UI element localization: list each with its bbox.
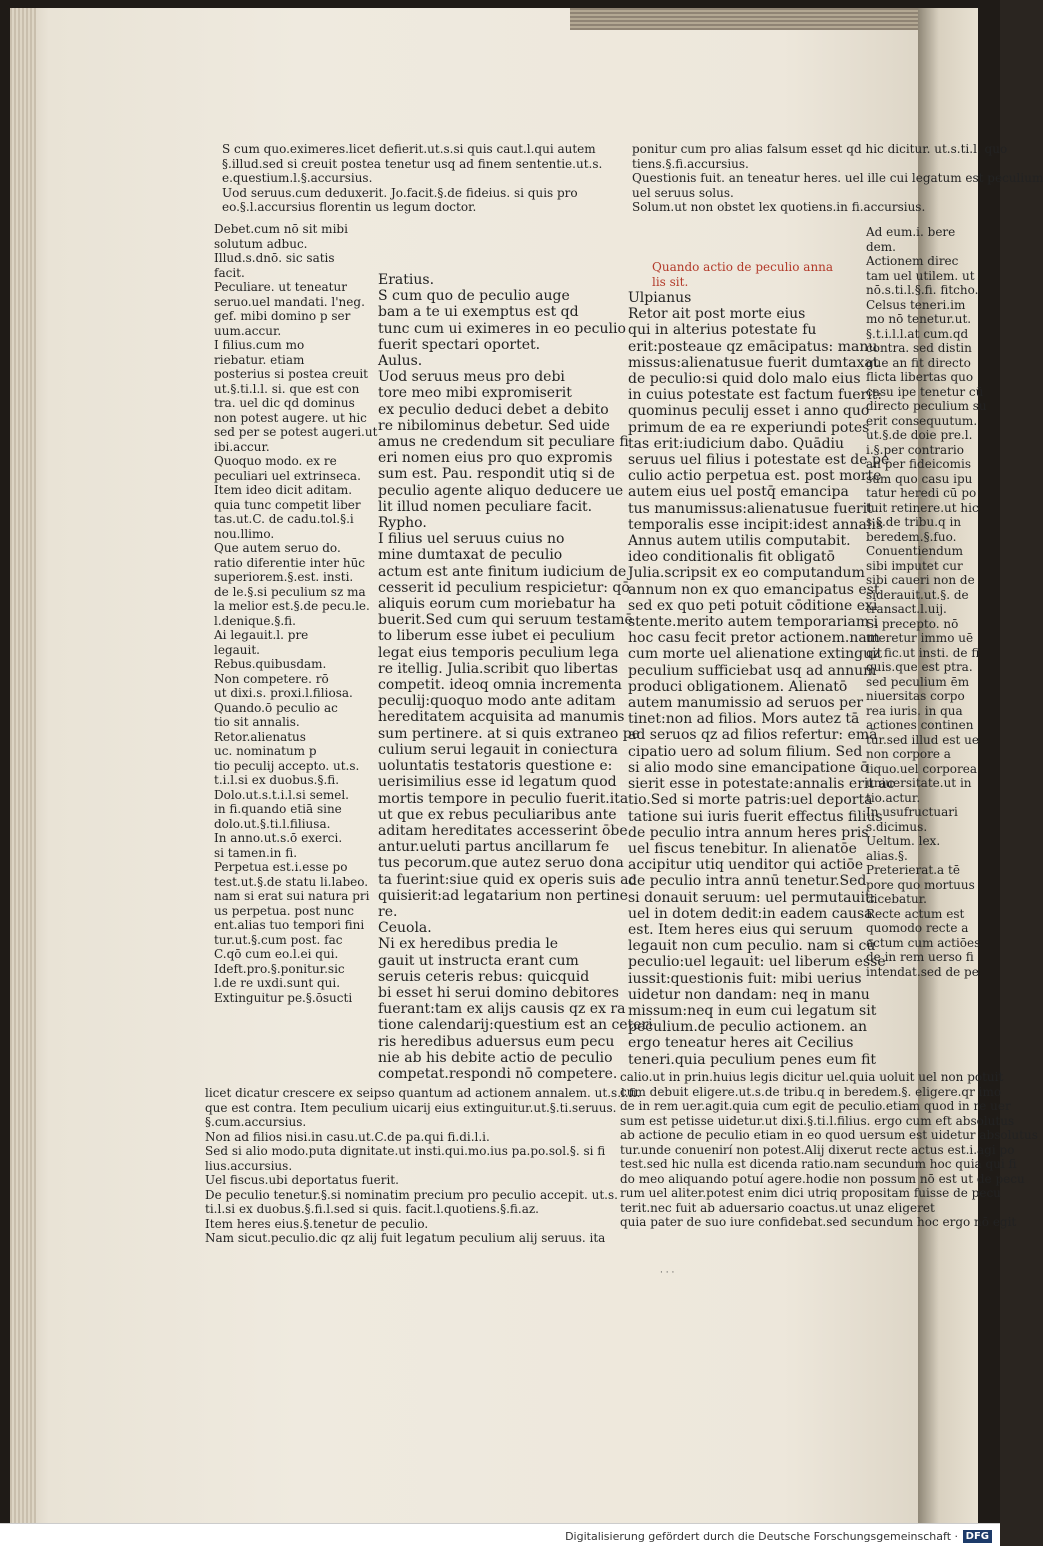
center-main-line: peculio agente aliquo deducere ue <box>378 482 624 499</box>
header-top-line: eo.§.l.accursius florentin us legum doctor. <box>222 200 477 214</box>
dfg-logo: DFG <box>963 1530 992 1543</box>
right-main-line: ad seruos qz ad filios refertur: emā <box>628 727 878 744</box>
far-right-gloss-line: intendat.sed de pe <box>866 964 979 979</box>
right-main-line: tatione sui iuris fuerit effectus filius <box>628 808 883 825</box>
far-right-gloss-line: directo peculium su <box>866 399 987 413</box>
far-right-gloss-line: quomodo recte a <box>866 921 969 935</box>
far-right-gloss-line: Ad eum.i. bere <box>866 225 956 239</box>
far-right-gloss-line: contra. sed distin <box>866 341 972 355</box>
center-main-line: aditam hereditates accesserint ōbe <box>378 822 628 839</box>
center-main-line: Ceuola. <box>378 920 432 937</box>
center-main-line: aliquis eorum cum moriebatur ha <box>378 596 616 613</box>
left-gloss-line: test.ut.§.de statu li.labeo. <box>214 874 369 889</box>
top-right-line: tiens.§.fi.accursius. <box>632 156 749 171</box>
far-right-gloss-line: mo nō tenetur.ut. <box>866 312 972 326</box>
left-gloss-line: solutum adbuc. <box>214 236 308 251</box>
far-right-gloss-line: quis.que est ptra. <box>866 660 973 674</box>
center-main-line: mine dumtaxat de peculio <box>378 547 563 564</box>
left-gloss-line: us perpetua. post nunc <box>214 903 354 918</box>
header-gloss <box>222 142 612 215</box>
right-main-line: produci obligationem. Alienatō <box>628 678 848 695</box>
center-main-line: ex peculio deduci debet a debito <box>378 401 609 418</box>
far-right-gloss-line: erit consequutum. <box>866 413 978 428</box>
far-right-gloss-line: Conuentiendum <box>866 544 963 558</box>
left-gloss-line: t.i.l.si ex duobus.§.fi. <box>214 773 340 787</box>
bottom-left-line: ti.l.si ex duobus.§.fi.l.sed si quis. facit.l.quotiens.§.fi.az. <box>205 1202 539 1216</box>
far-right-gloss-line: sum quo casu ipu <box>866 471 973 486</box>
center-main-line: ut que ex rebus peculiaribus ante <box>378 806 617 823</box>
left-gloss-line: Item ideo dicit aditam. <box>214 483 353 497</box>
top-right-line: Solum.ut non obstet lex quotiens.in fi.accursius. <box>632 200 926 214</box>
left-gloss-line: posterius si postea creuit <box>214 367 368 381</box>
center-main-line: legat eius temporis peculium lega <box>378 644 619 661</box>
footer-bar <box>0 1523 1000 1546</box>
far-right-gloss-line: tio.actur. <box>866 790 921 805</box>
bottom-left-line: Non ad filios nisi.in casu.ut.C.de pa.qui fi.di.l.i. <box>205 1129 490 1144</box>
bottom-left-line: Uel fiscus.ubi deportatus fuerit. <box>205 1173 399 1187</box>
bottom-right-line: calio.ut in prin.huius legis dicitur uel.quia uoluit uel non potuit <box>620 1070 1004 1084</box>
right-main-line: uel in dotem dedit:in eadem causa <box>628 905 873 922</box>
left-gloss-line: tur.ut.§.cum post. fac <box>214 932 343 947</box>
right-main-line: sierit esse in potestate:annalis erit ac <box>628 776 895 793</box>
far-right-gloss-line: tuit retinere.ut hic <box>866 500 979 515</box>
header-top-line: e.questium.l.§.accursius. <box>222 171 373 185</box>
far-right-gloss-line: i.§.per contrario <box>866 442 964 457</box>
center-main-line: bi esset hi serui domino debitores <box>378 984 619 1001</box>
far-right-gloss-line: beredem.§.fuo. <box>866 529 957 544</box>
left-gloss-line: facit. <box>214 265 245 280</box>
center-main-line: tore meo mibi expromiserit <box>378 385 572 402</box>
far-right-gloss-line: Preterierat.a tē <box>866 863 960 877</box>
right-main-line: Ulpianus <box>628 290 692 306</box>
left-gloss-line: l.denique.§.fi. <box>214 613 296 628</box>
right-main-line: legauit non cum peculio. nam si cū <box>628 938 876 955</box>
far-right-gloss-line: Celsus teneri.im <box>866 297 966 312</box>
left-gloss-line: ibi.accur. <box>214 439 270 454</box>
right-main-line: missum:neq in eum cui legatum sit <box>628 1002 877 1019</box>
far-right-gloss-line: pore quo mortuus <box>866 877 975 892</box>
left-gloss-line: gef. mibi domino p ser <box>214 309 351 323</box>
left-gloss-line: C.qō cum eo.l.ei qui. <box>214 947 339 961</box>
right-main-line: culio actio perpetua est. post morte <box>628 468 882 485</box>
far-right-gloss-line: uniuersitate.ut in <box>866 776 972 790</box>
far-right-gloss-line: ut.§.de doie pre.l. <box>866 428 973 442</box>
center-main-line: re. <box>378 903 398 920</box>
left-gloss-line: Que autem seruo do. <box>214 541 341 555</box>
left-gloss-line: riebatur. etiam <box>214 352 305 367</box>
center-main-line: seruis ceteris rebus: quicquid <box>378 968 590 985</box>
right-main-line: accipitur utiq uenditor qui actiōe <box>628 857 864 874</box>
far-right-gloss-line: sibi caueri non de <box>866 573 975 587</box>
center-main-line: sum pertinere. at si quis extraneo pe <box>378 725 641 742</box>
left-gloss-line: Quando.ō peculio ac <box>214 700 338 715</box>
far-right-gloss-line: dem. <box>866 239 896 254</box>
far-right-gloss-line: alias.§. <box>866 848 908 863</box>
left-gloss-line: Quoquo modo. ex re <box>214 454 337 468</box>
bottom-left-line: §.cum.accursius. <box>205 1115 307 1129</box>
center-main-line: ris heredibus aduersus eum pecu <box>378 1033 615 1050</box>
left-gloss-line: non potest augere. ut hic <box>214 410 367 425</box>
right-main-line: stente.merito autem temporariam i <box>628 614 879 631</box>
right-main-line: peculium.de peculio actionem. an <box>628 1019 867 1036</box>
center-main-line: actum est ante finitum iudicium de <box>378 563 627 580</box>
left-gloss-line: I filius.cum mo <box>214 338 305 352</box>
left-gloss-line: In anno.ut.s.ō exerci. <box>214 831 343 845</box>
left-gloss-line: l.de re uxdi.sunt qui. <box>214 976 341 990</box>
left-gloss-line: uc. nominatum p <box>214 744 317 758</box>
far-right-gloss-line: nō.s.ti.l.§.fi. fitcho. <box>866 283 979 297</box>
left-gloss-line: Retor.alienatus <box>214 729 306 744</box>
left-gloss-line: la melior est.§.de pecu.le. <box>214 599 370 613</box>
right-main-line: ideo conditionalis fit obligatō <box>628 549 835 566</box>
center-main-line: tunc cum ui eximeres in eo peculio <box>378 320 626 337</box>
center-main-line: lit illud nomen peculiare facit. <box>378 498 593 515</box>
right-main-line: de peculio:si quid dolo malo eius <box>628 371 861 388</box>
center-main-line: I filius uel seruus cuius no <box>378 531 565 548</box>
right-main-line: cipatio uero ad solum filium. Sed <box>628 743 863 760</box>
right-main-line: annum non ex quo emancipatus est <box>628 581 880 598</box>
rubric-heading-line: lis sit. <box>652 274 689 289</box>
right-main-line: tinet:non ad filios. Mors autez tā <box>628 711 860 728</box>
center-main-line: re itellig. Julia.scribit quo libertas <box>378 660 619 677</box>
center-main-line: mortis tempore in peculio fuerit.ita <box>378 790 629 807</box>
left-gloss-line: sed per se potest augeri.ut <box>214 425 378 439</box>
far-right-gloss-line: liquo.uel corporea <box>866 761 977 776</box>
right-main-line: autem manumissio ad seruos per <box>628 695 864 712</box>
far-right-gloss-line: s.§.de tribu.q in <box>866 515 962 529</box>
right-main-line: si alio modo sine emancipatione ō <box>628 759 869 776</box>
far-right-gloss-line: s.dicimus. <box>866 819 928 834</box>
left-gloss-line: Perpetua est.i.esse po <box>214 860 348 874</box>
center-main-line: to liberum esse iubet ei peculium <box>378 628 615 645</box>
center-main-line: sum est. Pau. respondit utiq si de <box>378 466 615 483</box>
center-main-line: S cum quo de peculio auge <box>378 288 570 305</box>
bottom-right-line: ab actione de peculio etiam in eo quod uersum est uidetur absolutus <box>620 1128 1038 1142</box>
left-gloss-line: nou.llimo. <box>214 526 275 541</box>
far-right-gloss-line: gue an fit directo <box>866 355 971 370</box>
center-main-line: peculij:quoquo modo ante aditam <box>378 693 616 710</box>
right-main-line: temporalis esse incipit:idest annalis <box>628 516 884 533</box>
page-top-edge <box>570 8 978 30</box>
far-right-gloss-line: Ueltum. lex. <box>866 834 941 848</box>
far-right-gloss-line: transact.l.uij. <box>866 602 947 616</box>
left-gloss-line: legauit. <box>214 642 260 657</box>
header-top-line: Uod seruus.cum deduxerit. Jo.facit.§.de fideius. si quis pro <box>222 185 578 200</box>
rubric-heading-line: Quando actio de peculio anna <box>652 260 834 274</box>
left-gloss-line: Illud.s.dnō. sic satis <box>214 251 335 265</box>
right-main-line: de peculio intra annū tenetur.Sed <box>628 873 867 890</box>
right-main-line: sed ex quo peti potuit cōditione exi <box>628 597 878 614</box>
far-right-gloss-line: §.t.i.l.l.at cum.qd <box>866 326 969 341</box>
left-gloss-line: in fi.quando etiā sine <box>214 802 342 816</box>
bottom-left-line: Item heres eius.§.tenetur de peculio. <box>205 1216 429 1231</box>
left-gloss-line: nam si erat sui natura pri <box>214 889 370 903</box>
left-gloss-line: dolo.ut.§.ti.l.filiusa. <box>214 816 331 831</box>
right-margin-gloss <box>866 225 987 979</box>
right-main-line: quominus peculij esset i anno quo <box>628 403 870 420</box>
center-main-line: gauit ut instructa erant cum <box>378 952 579 969</box>
bottom-left-gloss <box>205 1086 641 1246</box>
left-gloss-line: ent.alias tuo tempori fini <box>214 918 365 932</box>
right-main-line: erit:posteaue qz emācipatus: manu <box>628 338 878 355</box>
right-main-line: peculio:uel legauit: uel liberum esse <box>628 954 886 971</box>
center-main-line: Rypho. <box>378 515 427 532</box>
left-gloss-line: tas.ut.C. de cadu.tol.§.i <box>214 512 354 526</box>
header-top-line: S cum quo.eximeres.licet defierit.ut.s.si quis caut.l.qui autem <box>222 142 596 156</box>
page-left-edge <box>10 8 36 1524</box>
center-main-text <box>378 272 653 1082</box>
far-right-gloss-line: uteretur immo uē <box>866 631 974 645</box>
bottom-left-line: Sed si alio modo.puta dignitate.ut insti.qui.mo.ius pa.po.sol.§. si fi <box>205 1144 606 1158</box>
far-right-gloss-line: flicta libertas quo <box>866 370 974 384</box>
far-right-gloss-line: sibi imputet cur <box>866 558 963 573</box>
right-main-line: cum morte uel alienatione extinguit <box>628 646 883 663</box>
top-right-line: uel seruus solus. <box>632 185 734 200</box>
right-main-line: peculium sufficiebat usq ad annum <box>628 662 877 679</box>
left-gloss-line: Dolo.ut.s.t.i.l.si semel. <box>214 787 349 802</box>
far-right-gloss-line: actiones continen <box>866 718 974 732</box>
center-main-line: competit. ideoq omnia incrementa <box>378 677 622 694</box>
far-right-gloss-line: actum cum actiōes <box>866 935 981 950</box>
center-main-line: competat.respondi nō competere. <box>378 1065 618 1082</box>
bottom-right-line: cum debuit eligere.ut.s.de tribu.q in beredem.§. eligere.qr imo <box>620 1084 1002 1099</box>
far-right-gloss-line: tatur heredi cū po <box>866 486 977 500</box>
far-right-gloss-line: de in rem uerso fi <box>866 950 974 964</box>
right-main-line: Julia.scripsit ex eo computandum <box>628 565 865 582</box>
center-main-line: amus ne credendum sit peculiare fi <box>378 434 629 451</box>
right-main-line: de peculio intra annum heres pris <box>628 824 869 841</box>
center-main-line: re nibilominus debetur. Sed uide <box>378 417 610 434</box>
bottom-right-line: sum est petisse uidetur.ut dixi.§.ti.l.filius. ergo cum eft absolutus <box>620 1113 1015 1128</box>
far-right-gloss-line: siderauit.ut.§. de <box>866 587 969 602</box>
center-main-line: fuerant:tam ex alijs causis qz ex ra <box>378 1001 626 1018</box>
left-gloss-line: Ideft.pro.§.ponitur.sic <box>214 961 345 976</box>
top-right-line: ponitur cum pro alias falsum esset qd hic dicitur. ut.s.ti.l. quo <box>632 142 1008 156</box>
far-right-gloss-line: casu ipe tenetur cū <box>866 384 984 399</box>
center-main-line: Eratius. <box>378 272 435 288</box>
center-main-line: culium serui legauit in coniectura <box>378 741 618 758</box>
left-gloss-line: tio sit annalis. <box>214 715 300 729</box>
right-main-line: primum de ea re experiundi potes <box>628 419 870 436</box>
center-main-line: antur.ueluti partus ancillarum fe <box>378 839 610 856</box>
center-main-line: bam a te ui exemptus est qd <box>378 304 579 321</box>
center-main-line: ta fuerint:siue quid ex operis suis ac <box>378 871 637 888</box>
center-main-line: uerisimilius esse id legatum quod <box>378 774 617 791</box>
bottom-left-line: que est contra. Item peculium uicarij eius extinguitur.ut.§.ti.seruus. <box>205 1100 617 1115</box>
right-main-line: ergo teneatur heres ait Cecilius <box>628 1035 854 1052</box>
folio-mark: · · · <box>660 1268 675 1278</box>
far-right-gloss-line: Si precepto. nō <box>866 616 959 631</box>
right-main-line: si donauit seruum: uel permutauit: <box>628 889 876 906</box>
center-main-line: Ni ex heredibus predia le <box>378 936 559 953</box>
bottom-right-gloss <box>620 1070 1038 1230</box>
bottom-right-line: tur.unde conuenirí non potest.Alij dixerut recte actus est.i.agi po <box>620 1142 1015 1157</box>
bottom-right-line: do meo aliquando potuí agere.hodie non possum nō est ut de pecu <box>620 1171 1025 1186</box>
far-right-gloss-line: tam uel utilem. ut <box>866 268 975 283</box>
left-gloss-line: tra. uel dic qd dominus <box>214 396 355 410</box>
right-main-line: tus manumissus:alienatusue fuerit <box>628 500 873 517</box>
top-right-line: Questionis fuit. an teneatur heres. uel ille cui legatum est peculium <box>632 171 1043 185</box>
right-main-line: uel fiscus tenebitur. In alienatōe <box>628 840 857 857</box>
right-main-line: autem eius uel postq̄ emancipa <box>628 484 849 501</box>
far-right-gloss-line: rea iuris. in qua <box>866 703 963 718</box>
left-gloss-line: Debet.cum nō sit mibi <box>214 222 348 236</box>
far-right-gloss-line: Recte actum est <box>866 906 965 921</box>
left-gloss-line: seruo.uel mandati. l'neg. <box>214 294 365 309</box>
left-gloss-line: ut dixi.s. proxi.l.filiosa. <box>214 686 353 700</box>
center-main-line: Uod seruus meus pro debi <box>378 369 565 386</box>
right-main-line: tas erit:iudicium dabo. Quādiu <box>628 435 845 452</box>
left-gloss-line: de le.§.si peculium sz ma <box>214 584 366 599</box>
footer-credit: Digitalisierung gefördert durch die Deutsche Forschungsgemeinschaft · <box>565 1530 958 1543</box>
left-gloss-line: superiorem.§.est. insti. <box>214 570 354 584</box>
right-main-line: est. Item heres eius qui seruum <box>628 921 853 938</box>
left-gloss-line: Ai legauit.l. pre <box>214 628 309 642</box>
bottom-left-line: Nam sicut.peculio.dic qz alij fuit legatum peculium alij seruus. ita <box>205 1231 606 1245</box>
right-main-line: Annus autem utilis computabit. <box>628 533 851 550</box>
center-main-line: quisierit:ad legatarium non pertine <box>378 887 628 904</box>
far-right-gloss-line: non corpore a <box>866 747 951 761</box>
top-right-gloss <box>632 142 1043 215</box>
center-main-line: fuerit spectari oportet. <box>378 336 541 353</box>
right-main-line: missus:alienatusue fuerit dumtaxat <box>628 354 879 371</box>
far-right-gloss-line: sed peculium ēm <box>866 674 970 689</box>
far-right-gloss-line: dicebatur. <box>866 892 927 906</box>
right-main-line: hoc casu fecit pretor actionem.nam <box>628 630 880 647</box>
left-gloss-line: quia tunc competit liber <box>214 497 361 512</box>
far-right-gloss-line: qz fic.ut insti. de fi <box>866 645 980 660</box>
right-main-line: qui in alterius potestate fu <box>628 322 817 339</box>
right-main-line: Retor ait post morte eius <box>628 306 806 323</box>
far-right-gloss-line: In usufructuari <box>866 805 958 819</box>
bottom-left-line: lius.accursius. <box>205 1158 293 1173</box>
center-main-line: buerit.Sed cum qui seruum testamē <box>378 612 633 629</box>
far-right-gloss-line: an per fideicomis <box>866 457 971 471</box>
left-gloss-line: Peculiare. ut teneatur <box>214 280 347 294</box>
left-gloss-line: si tamen.in fi. <box>214 845 298 860</box>
center-main-line: eri nomen eius pro quo expromis <box>378 450 613 467</box>
left-gloss-line: Extinguitur pe.§.ōsucti <box>214 990 353 1005</box>
right-main-line: uidetur non dandam: neq in manu <box>628 986 870 1003</box>
far-right-gloss-line: niuersitas corpo <box>866 689 965 703</box>
bottom-right-line: rum uel aliter.potest enim dici utriq propositam fuisse de pecu <box>620 1186 1001 1200</box>
center-main-line: hereditatem acquisita ad manumis <box>378 709 625 726</box>
header-top-line: §.illud.sed si creuit postea tenetur usq ad finem sententie.ut.s. <box>222 156 603 171</box>
bottom-left-line: licet dicatur crescere ex seipso quantum ad actionem annalem. ut.s.l.fi. <box>205 1086 641 1100</box>
bottom-right-line: de in rem uer.agit.quia cum egit de peculio.etiam quod in re uer <box>620 1099 1011 1113</box>
left-gloss-line: Rebus.quibusdam. <box>214 657 327 671</box>
center-main-line: tione calendarij:questium est an ceteri <box>378 1017 653 1034</box>
left-gloss-line: ratio diferentie inter hūc <box>214 555 366 570</box>
bottom-right-line: terit.nec fuit ab aduersario coactus.ut unaz eligeret <box>620 1200 935 1215</box>
left-gloss-line: Non competere. rō <box>214 671 329 686</box>
right-main-line: seruus uel filius i potestate est de pe <box>628 452 890 469</box>
center-main-line: cesserit id peculium respicietur: qō <box>378 579 630 596</box>
right-main-line: teneri.quia peculium penes eum fit <box>628 1051 877 1068</box>
far-right-gloss-line: Actionem direc <box>866 254 959 268</box>
rubric-heading <box>652 260 852 289</box>
left-margin-gloss <box>214 222 378 1005</box>
far-right-gloss-line: tur.sed illud est ue <box>866 732 980 747</box>
left-gloss-line: peculiari uel extrinseca. <box>214 468 361 483</box>
center-main-line: Aulus. <box>378 353 423 370</box>
center-main-line: tus pecorum.que autez seruo dona <box>378 855 624 872</box>
right-main-line: in cuius potestate est factum fuerit: <box>628 387 883 404</box>
center-main-line: nie ab his debite actio de peculio <box>378 1049 613 1066</box>
right-main-line: tio.Sed si morte patris:uel deporta <box>628 792 873 809</box>
left-gloss-line: tio peculij accepto. ut.s. <box>214 758 360 773</box>
left-gloss-line: uum.accur. <box>214 323 282 338</box>
left-gloss-line: ut.§.ti.l.l. si. que est con <box>214 381 360 396</box>
bottom-right-line: test.sed hic nulla est dicenda ratio.nam secundum hoc quia qui fi <box>620 1157 1017 1171</box>
bottom-right-line: quia pater de suo iure confidebat.sed secundum hoc ergo nō egit <box>620 1215 1017 1229</box>
bottom-left-line: De peculio tenetur.§.si nominatim precium pro peculio accepit. ut.s. <box>205 1187 618 1202</box>
center-main-line: uoluntatis testatoris questione e: <box>378 758 613 775</box>
right-main-line: iussit:questionis fuit: mibi uerius <box>628 970 862 987</box>
